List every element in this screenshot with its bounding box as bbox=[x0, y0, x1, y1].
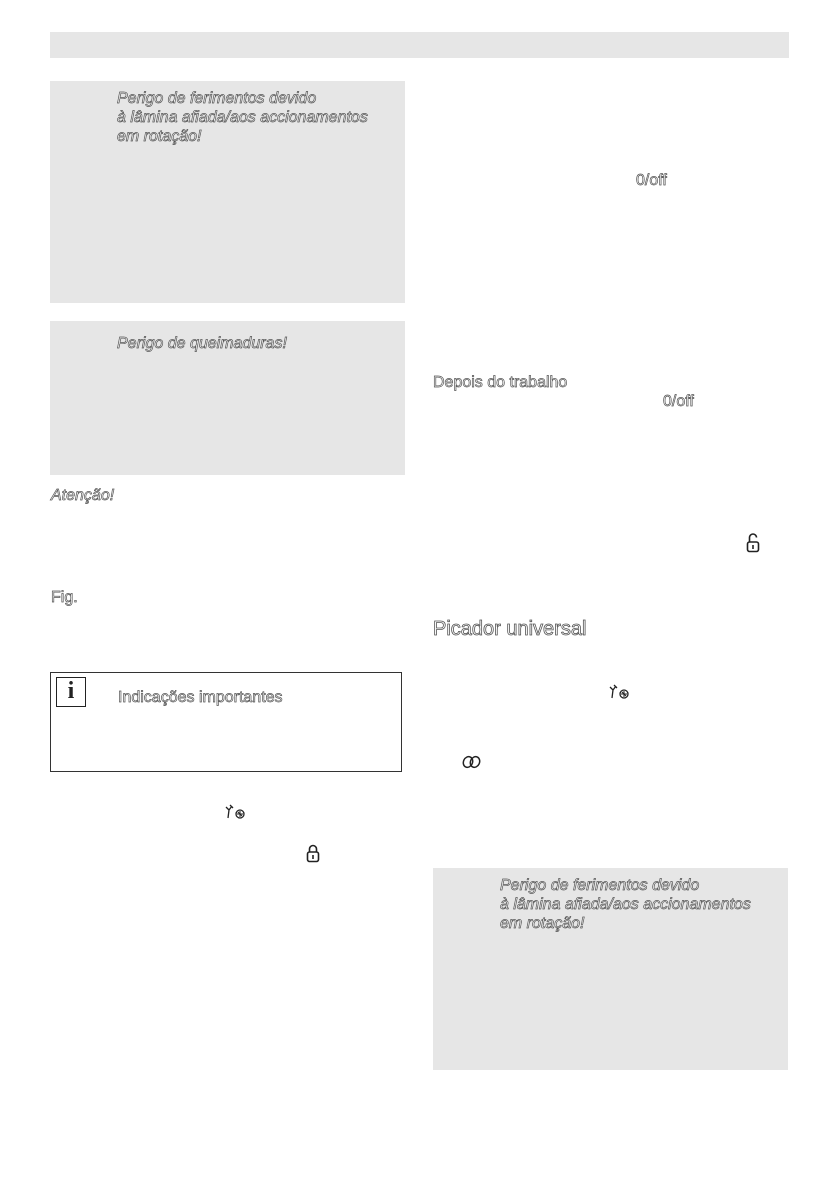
lock-closed-icon bbox=[306, 843, 320, 863]
lock-open-icon bbox=[746, 532, 760, 553]
warning-title-burn: Perigo de queimaduras! bbox=[117, 335, 287, 352]
after-work-heading: Depois do trabalho bbox=[433, 374, 568, 391]
figure-label: Fig. bbox=[51, 589, 78, 606]
herb-speed-icon bbox=[224, 802, 248, 820]
off-label-2: 0/off bbox=[663, 393, 694, 410]
pulse-icon bbox=[461, 755, 483, 769]
attention-label: Atenção! bbox=[51, 487, 115, 504]
herb-speed-icon-right bbox=[608, 682, 632, 700]
warning-title-cut-top: Perigo de ferimentos devido à lâmina afiada/aos accionamentos em rotação! bbox=[117, 90, 368, 145]
info-heading: Indicações importantes bbox=[118, 689, 283, 706]
warning-title-cut-bottom: Perigo de ferimentos devido à lâmina afiada/aos accionamentos em rotação! bbox=[500, 877, 751, 932]
header-bar bbox=[50, 32, 789, 58]
off-label-1: 0/off bbox=[636, 172, 667, 189]
info-box bbox=[50, 672, 402, 772]
info-icon: i bbox=[56, 677, 86, 707]
section-title: Picador universal bbox=[433, 618, 587, 640]
